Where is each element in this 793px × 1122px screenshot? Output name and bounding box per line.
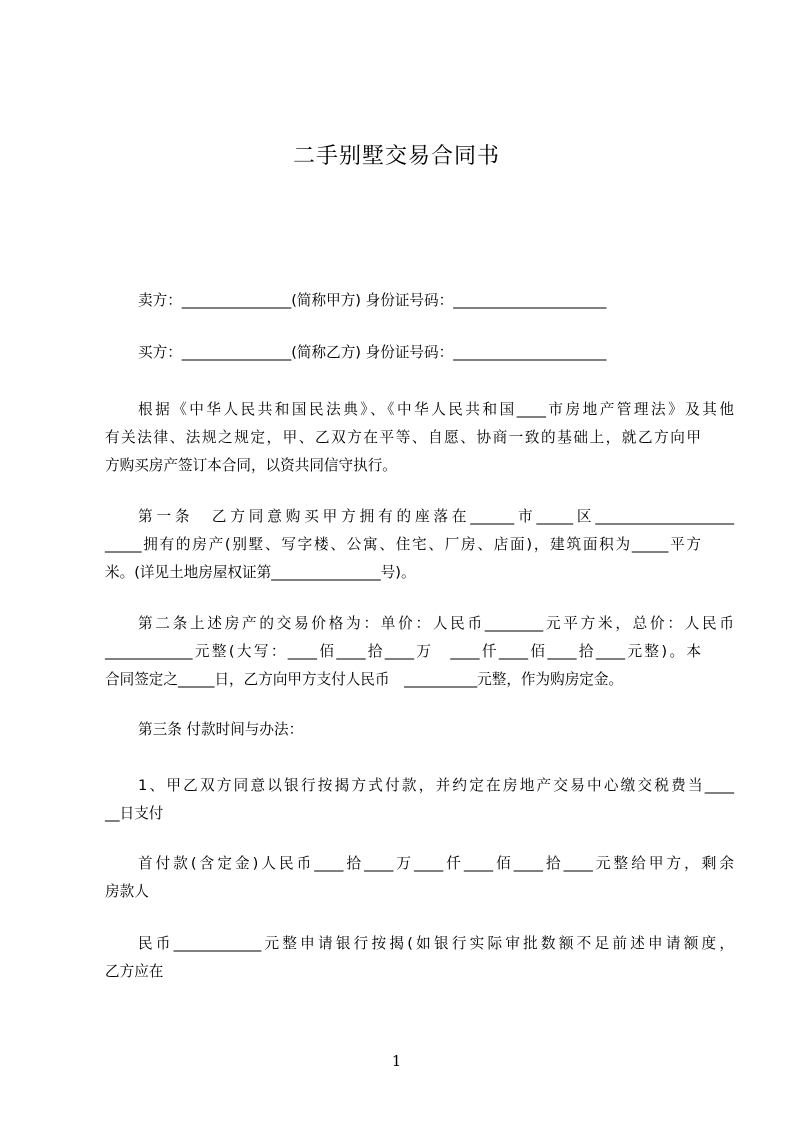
preamble-line-3: 方购买房产签订本合同，以资共同信守执行。 — [105, 457, 397, 474]
payment-line-1: 1、甲乙双方同意以银行按揭方式付款，并约定在房地产交易中心缴交税费当____ — [138, 777, 734, 794]
payment-line-2: __日支付 — [105, 805, 164, 822]
seller-line: 卖方：_______________(简称甲方) 身份证号码：_____________________ — [138, 292, 607, 309]
document-title: 二手别墅交易合同书 — [292, 144, 500, 169]
down-payment-line-2: 房款人 — [105, 883, 149, 900]
mortgage-line-1: 民币____________元整申请银行按揭(如银行实际审批数额不足前述申请额度， — [138, 935, 734, 952]
preamble-line-1: 根据《中华人民共和国民法典》、《中华人民共和国____市房地产管理法》及其他 — [138, 401, 734, 418]
page-number: 1 — [391, 1052, 402, 1070]
article1-line-1: 第一条 乙方同意购买甲方拥有的座落在______市_____区___________________ — [138, 508, 734, 525]
preamble-line-2: 有关法律、法规之规定，甲、乙双方在平等、自愿、协商一致的基础上，就乙方向甲 — [105, 429, 701, 446]
article1-line-2: _____拥有的房产(别墅、写字楼、公寓、住宅、厂房、店面)，建筑面积为_____平方 — [105, 536, 701, 553]
article2-line-1: 第二条上述房产的交易价格为：单价：人民币________元平方米，总价：人民币 — [138, 615, 734, 632]
down-payment-line-1: 首付款(含定金)人民币____拾____万____仟____佰____拾____元整给甲方，剩余 — [138, 855, 734, 872]
article2-line-2: ____________元整(大写：____佰____拾____万 ____仟____佰____拾____元整)。本 — [105, 643, 701, 660]
article2-line-3: 合同签定之_____日，乙方向甲方支付人民币 __________元整，作为购房定金。 — [105, 671, 624, 688]
article3-heading: 第三条 付款时间与办法： — [138, 721, 304, 738]
article1-line-3: 米。(详见土地房屋权证第_______________号)。 — [105, 564, 416, 581]
buyer-line: 买方：_______________(简称乙方) 身份证号码：_____________________ — [138, 344, 607, 361]
mortgage-line-2: 乙方应在 — [105, 963, 164, 980]
